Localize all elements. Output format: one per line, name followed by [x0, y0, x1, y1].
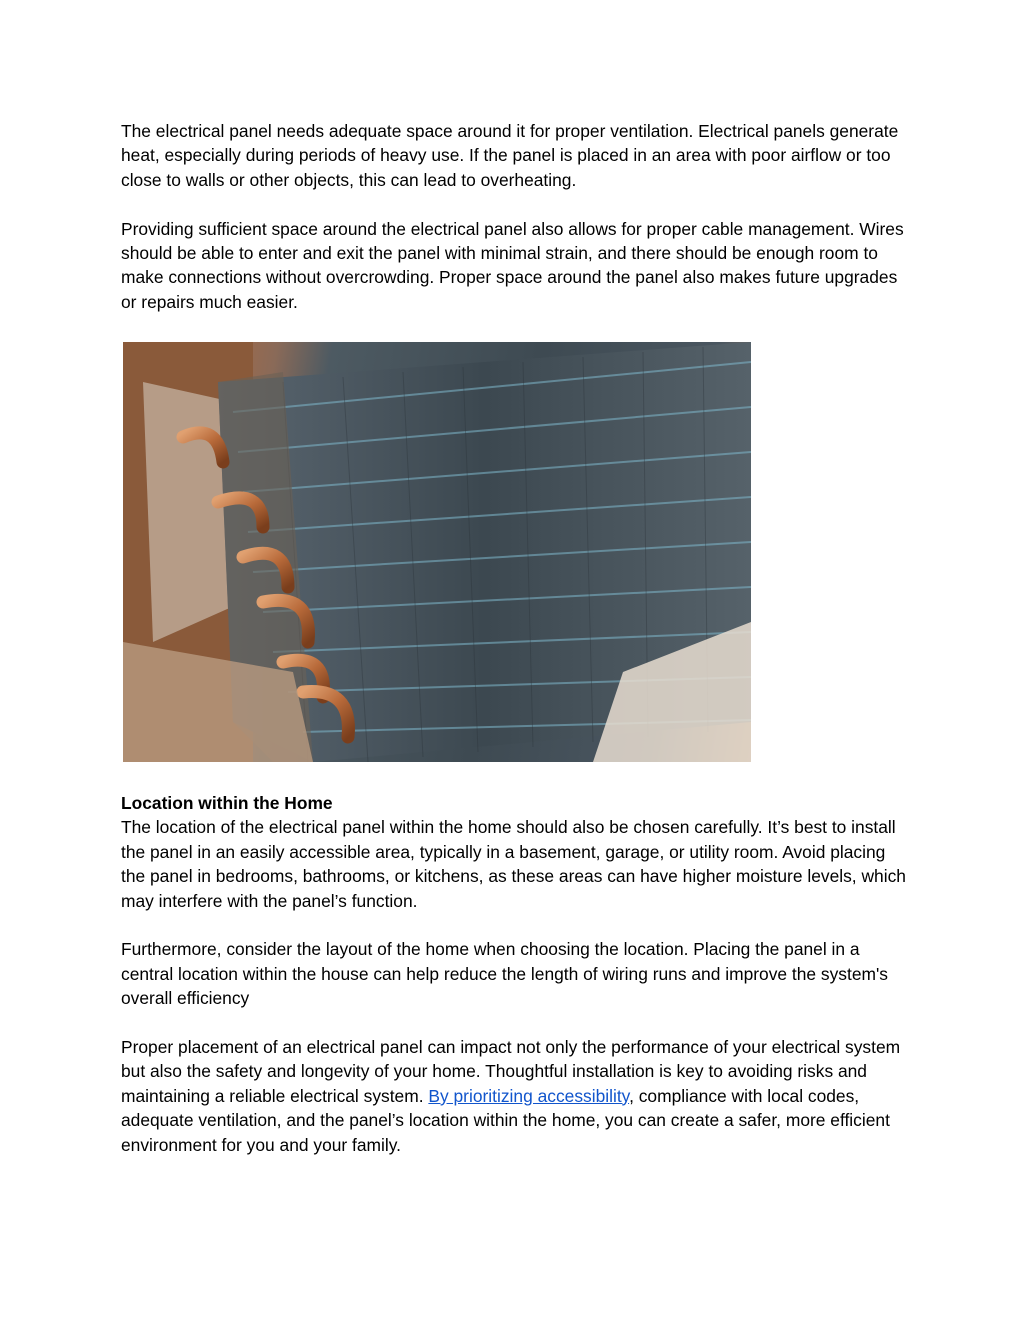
- top-text-block: [121, 119, 911, 314]
- conclusion-text-start: Proper placement of an electrical panel can impact not only the performance of your electrical system but also the safety and longevity of your home. Thoughtful installation is key to avoiding risks and maintaining a reliable electrical system.: [121, 1037, 901, 1106]
- location-section: [121, 791, 911, 1157]
- paragraph-layout: Furthermore, consider the layout of the home when choosing the location. Placing the panel in a central location within the house can help reduce the length of wiring runs and improve the system's overall efficiency: [121, 939, 889, 1009]
- section-heading: Location within the Home: [121, 793, 333, 813]
- paragraph-cable-management: Providing sufficient space around the electrical panel also allows for proper cable management. Wires should be able to enter and exit the panel with minimal strain, and there should be enough room to make connections without overcrowding. Proper space around the panel also makes future upgrades or repairs much easier.: [121, 218, 904, 312]
- coil-illustration: [123, 342, 751, 762]
- conclusion-text-end: , compliance with local codes, adequate ventilation, and the panel’s location within the home, you can create a safer, more efficient environment for you and your family.: [121, 1085, 890, 1155]
- evaporator-coil-photo: [123, 342, 751, 762]
- paragraph-ventilation: The electrical panel needs adequate space around it for proper ventilation. Electrical panels generate heat, especially during periods of heavy use. If the panel is placed in an area with poor airflow or too close to walls or other objects, this can lead to overheating.: [121, 121, 899, 190]
- paragraph-location: The location of the electrical panel within the home should also be chosen carefully. It’s best to install the panel in an easily accessible area, typically in a basement, garage, or utility room. Avoid placing the panel in bedrooms, bathrooms, or kitchens, as these areas can have higher moisture levels, which may interfere with the panel’s function.: [121, 817, 906, 911]
- prioritizing-accessibility-link[interactable]: By prioritizing accessibility: [428, 1085, 630, 1106]
- paragraph-conclusion: [121, 1035, 911, 1157]
